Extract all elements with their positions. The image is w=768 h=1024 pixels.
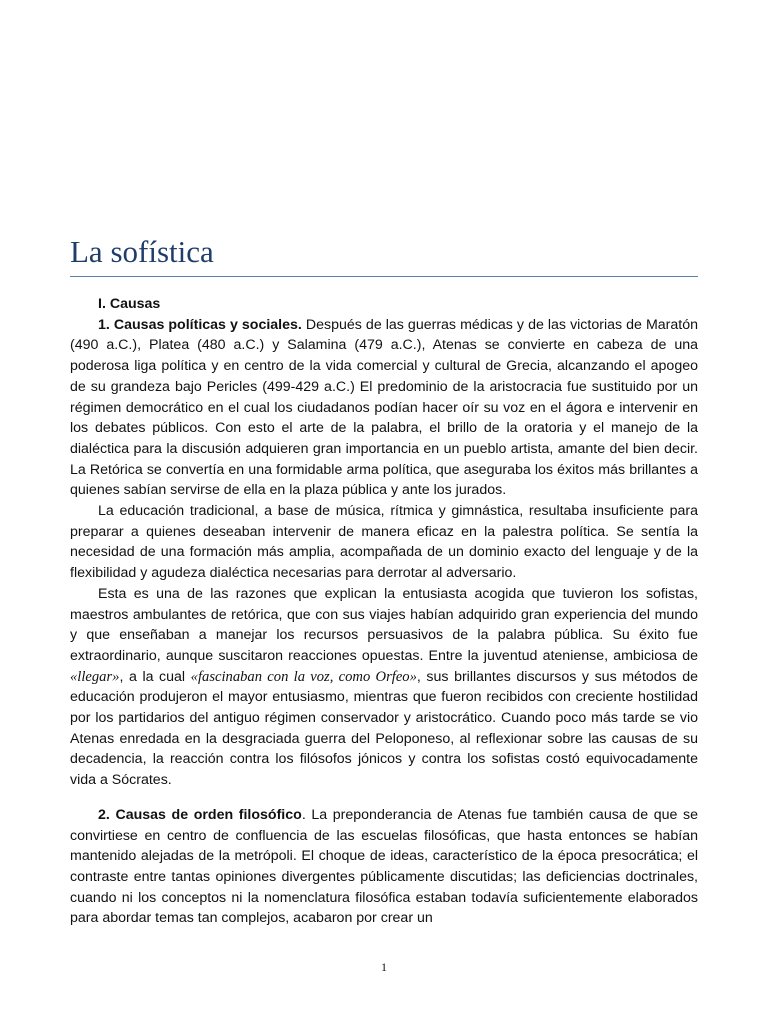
quote: «fascinaban con la voz, como Orfeo»	[190, 668, 417, 685]
paragraph-lead: 2. Causas de orden filosófico	[98, 806, 302, 823]
paragraph-political-causes	[70, 315, 698, 501]
page-title: La sofística	[70, 234, 214, 269]
section-heading: I. Causas	[98, 296, 161, 312]
paragraph-text: , a la cual	[119, 668, 191, 685]
paragraph-text: . La preponderancia de Atenas fue también causa de que se convirtiese en centro de confluencia de las escuelas filosóficas, que hasta entonces se habían mantenido alejadas de la metrópoli. El choque de ideas, característico de la época presocrática; el contraste entre tantas opiniones divergentes públicamente discutidas; las deficiencias doctrinales, cuando ni los conceptos ni la nomenclatura filosófica estaban todavía suficientemente elaborados para abordar temas tan complejos, acabaron por crear un	[70, 806, 698, 927]
paragraph-text: Esta es una de las razones que explican la entusiasta acogida que tuvieron los sofistas, maestros ambulantes de retórica, que con sus viajes habían adquirido gran experiencia del mundo y que enseñaban a manejar los recursos persuasivos de la palabra pública. Su éxito fue extraordinario, aunque suscitaron reacciones opuestas. Entre la juventud ateniense, ambiciosa de	[70, 585, 698, 664]
paragraph-lead: 1. Causas políticas y sociales.	[98, 316, 302, 333]
paragraph-sophists	[70, 584, 698, 791]
paragraph-text: Después de las guerras médicas y de las victorias de Maratón (490 a.C.), Platea (480 a.C.) y Salamina (479 a.C.), Atenas se convierte en cabeza de una poderosa liga política y en centro de la vida comercial y cultural de Grecia, alcanzando el apogeo de su grandeza bajo Pericles (499-429 a.C.) El predominio de la aristocracia fue sustituido por un régimen democrático en el cual los ciudadanos podían hacer oír su voz en el ágora e intervenir en los debates públicos. Con esto el arte de la palabra, el brillo de la oratoria y el manejo de la dialéctica para la discusión adquieren gran importancia en un pueblo artista, amante del bien decir. La Retórica se convertía en una formidable arma política, que aseguraba los éxitos más brillantes a quienes sabían servirse de ella en la plaza pública y ante los jurados.	[70, 316, 698, 499]
paragraph-text: , sus brillantes discursos y sus métodos de educación produjeron el mayor entusiasmo, mientras que fueron recibidos con creciente hostilidad por los partidarios del antiguo régimen conservador y aristocrático. Cuando poco más tarde se vio Atenas enredada en la desgraciada guerra del Peloponeso, al reflexionar sobre las causas de su decadencia, la reacción contra los filósofos jónicos y contra los sofistas costó equivocadamente vida a Sócrates.	[70, 668, 699, 789]
paragraph-education: La educación tradicional, a base de música, rítmica y gimnástica, resultaba insuficiente para preparar a quienes deseaban intervenir de manera eficaz en la palestra política. Se sentía la necesidad de una formación más amplia, acompañada de un dominio exacto del lenguaje y de la flexibilidad y agudeza dialéctica necesarias para derrotar al adversario.	[70, 503, 698, 582]
page-number: 1	[381, 960, 387, 974]
title-rule	[70, 276, 698, 277]
paragraph-philosophical-causes	[70, 805, 698, 929]
document-body	[70, 294, 698, 929]
quote: «llegar»	[70, 668, 120, 685]
